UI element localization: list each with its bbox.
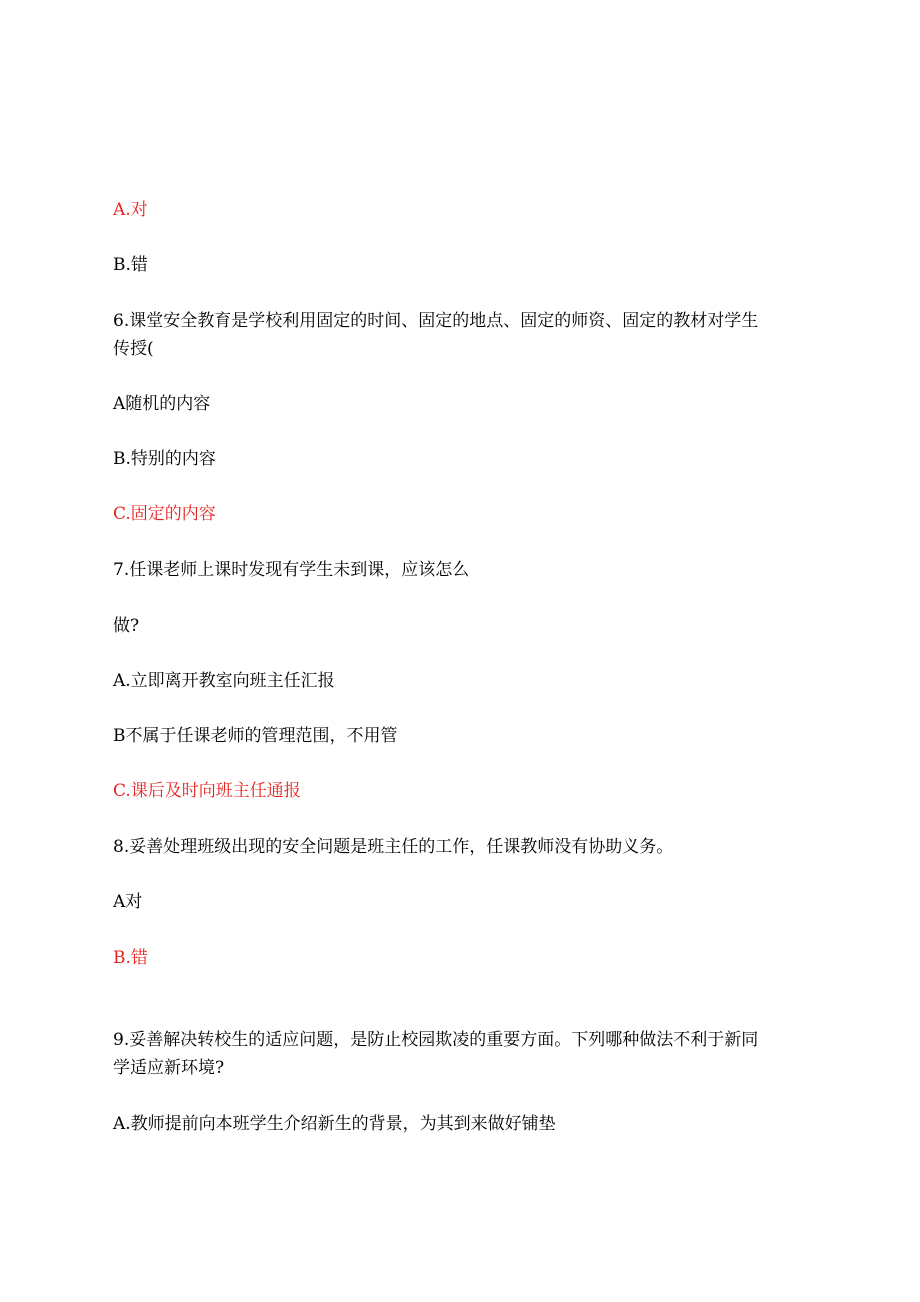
q7-question-line1: 7.任课老师上课时发现有学生未到课，应该怎么 — [113, 560, 470, 580]
q9-question-line1: 9.妥善解决转校生的适应问题，是防止校园欺凌的重要方面。下列哪种做法不利于新同 — [113, 1030, 759, 1050]
q9-question-line2: 学适应新环境? — [113, 1058, 225, 1078]
q8-option-a: A对 — [113, 892, 143, 912]
q7-question-line2: 做? — [113, 616, 140, 636]
q5-option-b: B.错 — [113, 255, 148, 275]
q6-question-line1: 6.课堂安全教育是学校利用固定的时间、固定的地点、固定的师资、固定的教材对学生 — [113, 311, 759, 331]
q5-option-a-correct: A.对 — [113, 200, 148, 220]
q8-option-b-correct: B.错 — [113, 948, 148, 968]
q9-option-a: A.教师提前向本班学生介绍新生的背景，为其到来做好铺垫 — [113, 1114, 556, 1134]
q7-option-a: A.立即离开教室向班主任汇报 — [113, 671, 335, 691]
q7-option-b: B不属于任课老师的管理范围，不用管 — [113, 726, 398, 746]
q6-option-b: B.特别的内容 — [113, 449, 216, 469]
q6-question-line2: 传授( — [113, 339, 154, 359]
q6-option-a: A随机的内容 — [113, 394, 211, 414]
q7-option-c-correct: C.课后及时向班主任通报 — [113, 781, 301, 801]
q6-option-c-correct: C.固定的内容 — [113, 504, 216, 524]
q8-question: 8.妥善处理班级出现的安全问题是班主任的工作，任课教师没有协助义务。 — [113, 837, 674, 857]
